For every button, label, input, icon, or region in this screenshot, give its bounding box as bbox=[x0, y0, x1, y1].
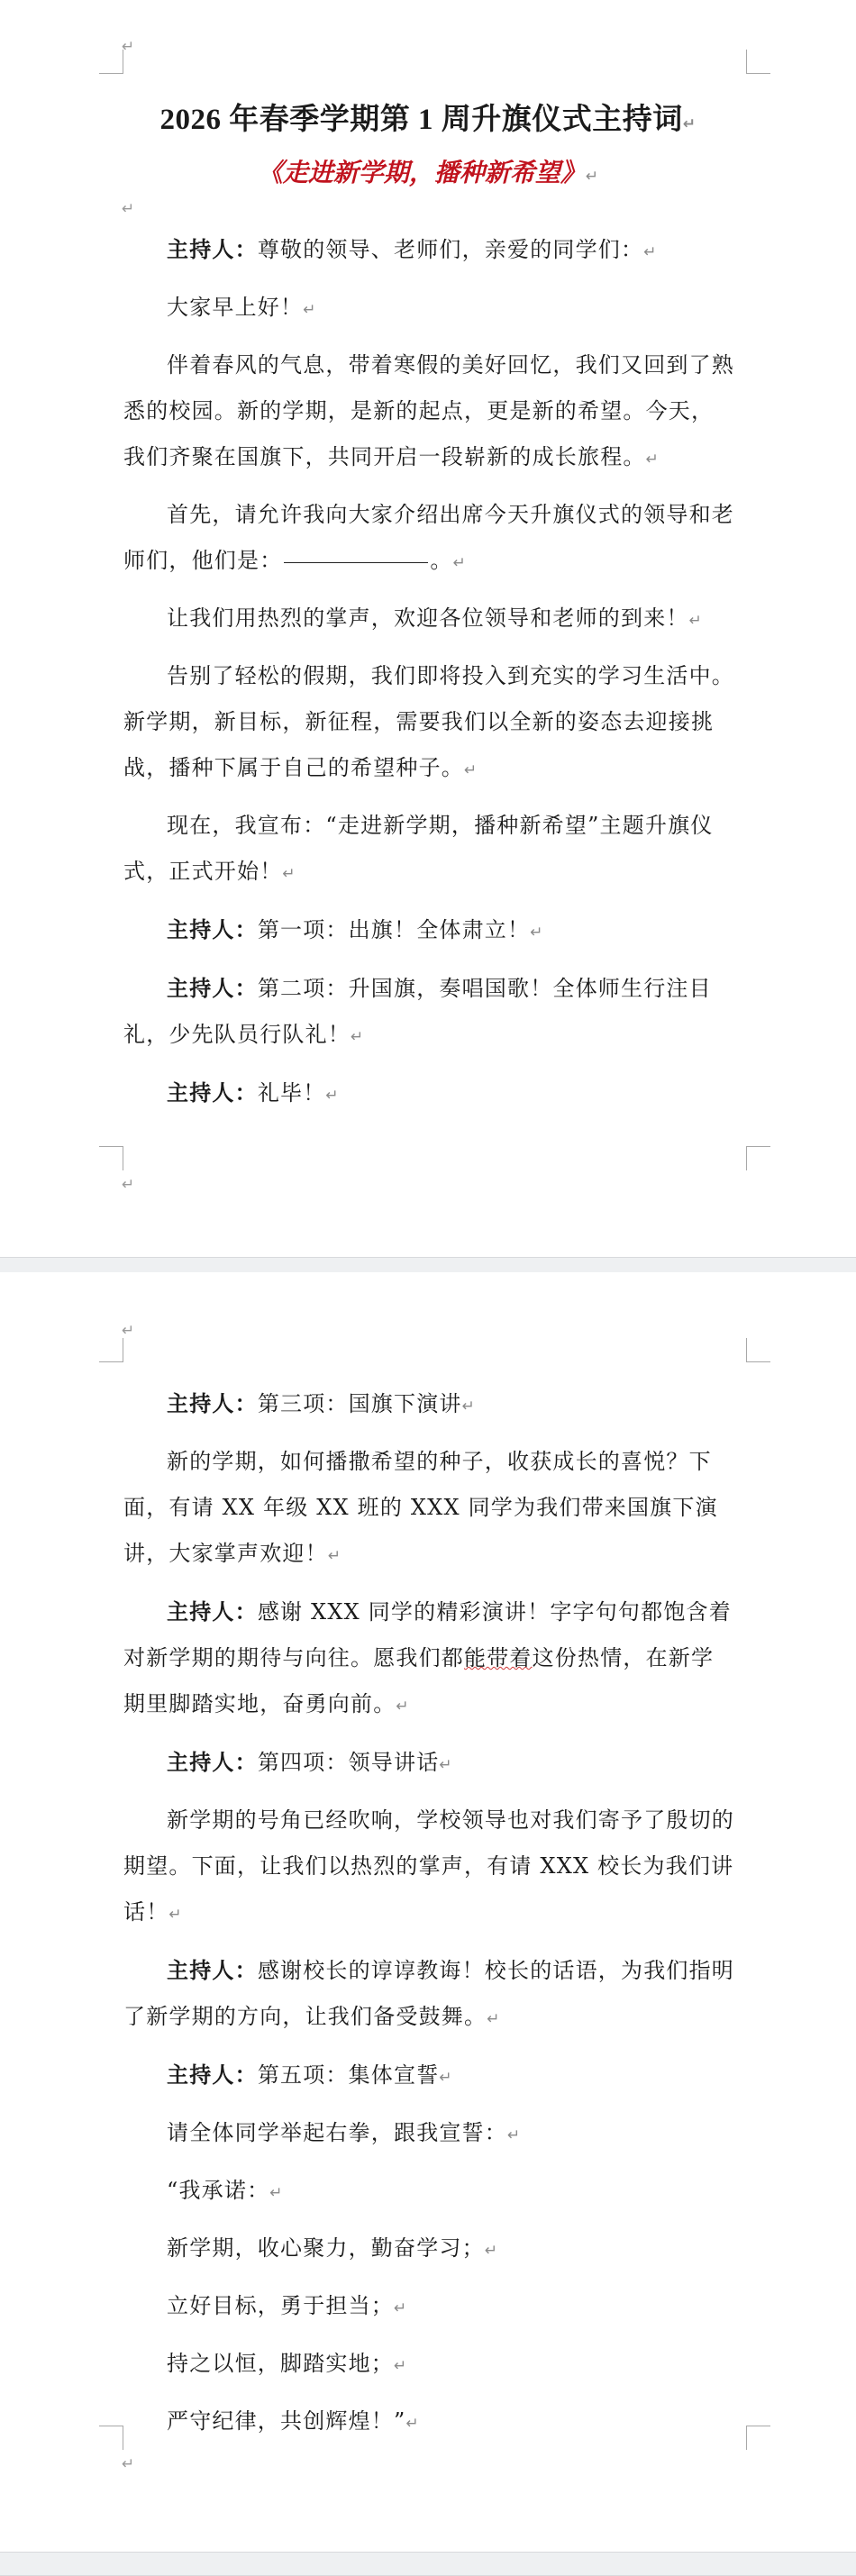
margin-corner-top-right bbox=[746, 1338, 770, 1362]
speaker-label: 主持人： bbox=[167, 1079, 258, 1106]
paragraph[interactable] bbox=[123, 1947, 736, 2043]
paragraph[interactable] bbox=[123, 1380, 736, 1430]
paragraph-mark: ↵ bbox=[394, 2299, 408, 2317]
paragraph-mark: ↵ bbox=[303, 301, 317, 319]
margin-corner-bottom-right bbox=[746, 2426, 770, 2450]
paragraph-mark: ↵ bbox=[269, 2184, 284, 2202]
paragraph-mark: ↵ bbox=[168, 1906, 183, 1924]
paragraph-text: 第一项：出旗！全体肃立！ bbox=[257, 917, 531, 942]
margin-corner-top-left bbox=[99, 1338, 123, 1362]
page-2-body[interactable] bbox=[123, 1380, 736, 2456]
paragraph-mark: ↵ bbox=[452, 554, 468, 572]
paragraph-mark: ↵ bbox=[325, 1087, 340, 1105]
margin-corner-top-right bbox=[746, 50, 770, 74]
page-1-body[interactable] bbox=[123, 226, 736, 1128]
paragraph-mark: ↵ bbox=[487, 2010, 501, 2028]
paragraph-mark: ↵ bbox=[405, 2415, 420, 2433]
speaker-label: 主持人： bbox=[167, 236, 258, 262]
paragraph[interactable] bbox=[123, 2110, 736, 2159]
speaker-label: 主持人： bbox=[167, 975, 258, 1001]
margin-corner-bottom-right bbox=[746, 1146, 770, 1170]
fill-in-blank[interactable] bbox=[284, 561, 428, 563]
paragraph-mark: ↵ bbox=[484, 2242, 499, 2260]
paragraph[interactable] bbox=[123, 2168, 736, 2216]
paragraph-text: 礼毕！ bbox=[257, 1080, 326, 1106]
paragraph-text: 第四项：领导讲话 bbox=[257, 1750, 440, 1775]
paragraph-text: 立好目标，勇于担当； bbox=[167, 2293, 394, 2318]
paragraph[interactable] bbox=[123, 285, 736, 333]
document-title[interactable]: 2026 年春季学期第 1 周升旗仪式主持词↵ bbox=[159, 104, 697, 136]
paragraph[interactable] bbox=[123, 2283, 736, 2332]
paragraph-text: 请全体同学举起右拳，跟我宣誓： bbox=[167, 2120, 507, 2145]
paragraph-text: 新的学期，如何播撒希望的种子，收获成长的喜悦？下面，有请 XX 年级 XX 班的 XXX 同学为我们带来国旗下演讲，大家掌声欢迎！ bbox=[123, 1449, 718, 1566]
spellcheck-flagged-text[interactable]: 能带着 bbox=[464, 1645, 533, 1670]
paragraph[interactable] bbox=[123, 1798, 736, 1938]
paragraph-text: 告别了轻松的假期，我们即将投入到充实的学习生活中。新学期，新目标，新征程，需要我们以全新的姿态去迎接挑战，播种下属于自己的希望种子。 bbox=[123, 663, 734, 780]
paragraph[interactable] bbox=[123, 2399, 736, 2447]
paragraph[interactable] bbox=[123, 2226, 736, 2274]
paragraph[interactable] bbox=[123, 906, 736, 956]
paragraph[interactable] bbox=[123, 803, 736, 897]
paragraph[interactable] bbox=[123, 965, 736, 1060]
paragraph-text: 让我们用热烈的掌声，欢迎各位领导和老师的到来！ bbox=[167, 605, 689, 631]
speaker-label: 主持人： bbox=[167, 916, 258, 942]
paragraph-mark: ↵ bbox=[507, 2126, 522, 2144]
paragraph-mark: ↵ bbox=[439, 1756, 453, 1774]
speaker-label: 主持人： bbox=[167, 1598, 258, 1625]
paragraph-mark: ↵ bbox=[394, 2357, 408, 2375]
paragraph-text: “我承诺： bbox=[167, 2178, 270, 2203]
paragraph-mark: ↵ bbox=[327, 1547, 342, 1565]
margin-corner-bottom-left bbox=[99, 2426, 123, 2450]
speaker-label: 主持人： bbox=[167, 1390, 258, 1416]
paragraph-text: 这份热情，在新学期里脚踏实地，奋勇向前。 bbox=[123, 1645, 715, 1716]
paragraph[interactable] bbox=[123, 492, 736, 587]
paragraph-text: 首先，请允许我向大家介绍出席今天升旗仪式的领导和老师们，他们是： bbox=[123, 502, 734, 573]
paragraph-text: 大家早上好！ bbox=[167, 295, 304, 320]
paragraph-text: 第三项：国旗下演讲 bbox=[257, 1391, 462, 1416]
paragraph-mark: ↵ bbox=[688, 612, 704, 630]
paragraph-mark: ↵ bbox=[351, 1028, 365, 1046]
document-page-2 bbox=[0, 1272, 856, 2552]
paragraph[interactable] bbox=[123, 2052, 736, 2101]
paragraph-mark: ↵ bbox=[122, 1176, 135, 1194]
page-separator bbox=[0, 2552, 856, 2576]
paragraph-text: 新学期的号角已经吹响，学校领导也对我们寄予了殷切的期望。下面，让我们以热烈的掌声，有请 XXX 校长为我们讲话！ bbox=[123, 1807, 734, 1925]
paragraph-text: 第五项：集体宣誓 bbox=[257, 2062, 440, 2088]
paragraph-text: 严守纪律，共创辉煌！” bbox=[167, 2408, 406, 2434]
speaker-label: 主持人： bbox=[167, 2062, 258, 2088]
paragraph-mark: ↵ bbox=[122, 200, 135, 218]
paragraph-text: 感谢 XXX 同学的精彩演讲！字字句句都饱含着对新学期的期待与向往。愿我们都 bbox=[123, 1599, 732, 1670]
paragraph-text: 尊敬的领导、老师们，亲爱的同学们： bbox=[257, 237, 644, 262]
document-page-1 bbox=[0, 0, 856, 1257]
paragraph[interactable] bbox=[123, 1070, 736, 1119]
paragraph-mark: ↵ bbox=[396, 1698, 410, 1716]
paragraph-mark: ↵ bbox=[122, 38, 135, 56]
paragraph-text: 持之以恒，脚踏实地； bbox=[167, 2351, 394, 2376]
paragraph[interactable] bbox=[123, 1739, 736, 1789]
paragraph-text: 感谢校长的谆谆教诲！校长的话语，为我们指明了新学期的方向，让我们备受鼓舞。 bbox=[123, 1958, 735, 2029]
paragraph-text: 伴着春风的气息，带着寒假的美好回忆，我们又回到了熟悉的校园。新的学期，是新的起点，更是新的希望。今天，我们齐聚在国旗下，共同开启一段崭新的成长旅程。 bbox=[123, 352, 734, 469]
paragraph-mark: ↵ bbox=[464, 761, 478, 779]
paragraph-mark: ↵ bbox=[643, 243, 658, 261]
paragraph-mark: ↵ bbox=[122, 1322, 135, 1340]
paragraph[interactable] bbox=[123, 342, 736, 483]
paragraph-mark: ↵ bbox=[282, 865, 296, 883]
paragraph-mark: ↵ bbox=[461, 1397, 477, 1415]
speaker-label: 主持人： bbox=[167, 1749, 258, 1775]
paragraph-mark: ↵ bbox=[439, 2069, 453, 2087]
paragraph-mark: ↵ bbox=[122, 2455, 135, 2473]
paragraph-text: 第二项：升国旗，奏唱国歌！全体师生行注目礼，少先队员行队礼！ bbox=[123, 976, 712, 1047]
paragraph-text: 现在，我宣布：“走进新学期，播种新希望”主题升旗仪式，正式开始！ bbox=[123, 813, 714, 884]
paragraph-text: 新学期，收心聚力，勤奋学习； bbox=[167, 2235, 485, 2261]
speaker-label: 主持人： bbox=[167, 1957, 258, 1983]
paragraph[interactable] bbox=[123, 653, 736, 794]
margin-corner-bottom-left bbox=[99, 1146, 123, 1170]
paragraph[interactable] bbox=[123, 2341, 736, 2389]
document-subtitle[interactable]: 《走进新学期，播种新希望》↵ bbox=[257, 158, 599, 187]
paragraph[interactable] bbox=[123, 1588, 736, 1730]
paragraph[interactable] bbox=[123, 1439, 736, 1579]
paragraph[interactable] bbox=[123, 596, 736, 644]
margin-corner-top-left bbox=[99, 50, 123, 74]
paragraph-text: 。 bbox=[430, 548, 453, 573]
paragraph[interactable] bbox=[123, 226, 736, 276]
paragraph-mark: ↵ bbox=[645, 451, 660, 469]
paragraph-mark: ↵ bbox=[530, 924, 544, 942]
